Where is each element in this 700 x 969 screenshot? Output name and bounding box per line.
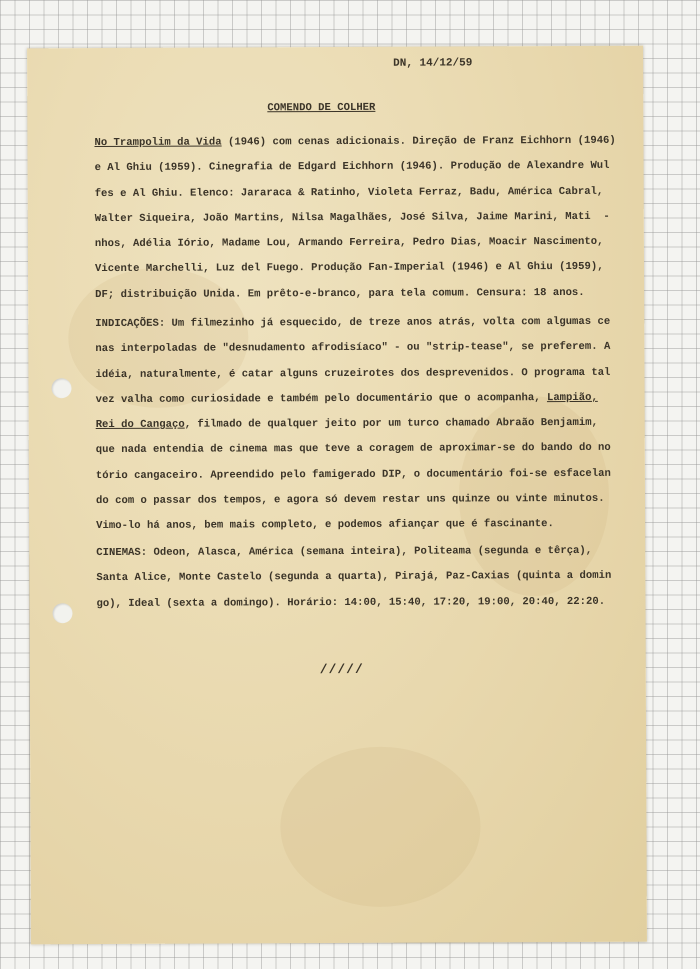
indicacoes-line: nas interpoladas de "desnudamento afrodisíaco" - ou "strip-tease", se preferem. A: [95, 341, 611, 356]
credits-line: DF; distribuição Unida. Em prêto-e-branco, para tela comum. Censura: 18 anos.: [95, 286, 585, 301]
punch-hole: [52, 603, 72, 623]
indicacoes-line: do com o passar dos tempos, e agora só devem restar uns quinze ou vinte minutos.: [95, 492, 605, 508]
indicacoes-line: vez valha como curiosidade e também pelo documentário que o acompanha,: [95, 391, 547, 406]
typed-page: [27, 46, 647, 945]
cinemas-line: Odeon, Alasca, América (semana inteira), Politeama (segunda e têrça),: [147, 544, 593, 559]
cinemas-label: CINEMAS:: [96, 546, 148, 560]
paragraph-cinemas: [96, 539, 611, 617]
film-title: No Trampolim da Vida: [94, 136, 222, 150]
end-mark: /////: [319, 661, 364, 678]
indicacoes-line: Um filmezinho já esquecido, de treze anos atrás, volta com algumas ce: [165, 315, 611, 330]
credits-line: Vicente Marchelli, Luz del Fuego. Produção Fan-Imperial (1946) e Al Ghiu (1959),: [94, 261, 604, 276]
indicacoes-label: INDICAÇÕES:: [95, 317, 166, 331]
paragraph-credits: [94, 129, 616, 308]
indicacoes-line: , filmado de qualquer jeito por um turco chamado Abraão Benjamim,: [184, 417, 598, 431]
indicacoes-line: que nada entendia de cinema mas que teve a coragem de aproximar-se do bando do no: [95, 442, 611, 457]
documentary-title-a: Lampião,: [546, 391, 598, 404]
indicacoes-line: idéia, naturalmente, é catar alguns cruzeirotes dos desprevenidos. O programa tal: [95, 366, 611, 381]
paragraph-indicacoes: [95, 310, 611, 540]
review-title: COMENDO DE COLHER: [267, 101, 376, 115]
credits-line: nhos, Adélia Iório, Madame Lou, Armando Ferreira, Pedro Dias, Moacir Nascimento,: [94, 236, 604, 251]
credits-line-1: (1946) com cenas adicionais. Direção de Franz Eichhorn (1946): [221, 134, 616, 149]
document-date: DN, 14/12/59: [393, 57, 473, 70]
cinemas-line: Santa Alice, Monte Castelo (segunda a quarta), Pirajá, Paz-Caxias (quinta a domin: [96, 570, 612, 585]
credits-line: Walter Siqueira, João Martins, Nilsa Magalhães, José Silva, Jaime Marini, Mati -: [94, 210, 610, 225]
paper-stain: [280, 746, 481, 907]
documentary-title-b: Rei do Cangaço: [95, 418, 185, 432]
credits-line: fes e Al Ghiu. Elenco: Jararaca & Ratinho, Violeta Ferraz, Badu, América Cabral,: [94, 185, 604, 200]
indicacoes-line: Vimo-lo há anos, bem mais completo, e podemos afiançar que é fascinante.: [96, 518, 554, 533]
cinemas-line: go), Ideal (sexta a domingo). Horário: 14:00, 15:40, 17:20, 19:00, 20:40, 22:20.: [96, 595, 606, 610]
indicacoes-line: tório cangaceiro. Apreendido pelo famigerado DIP, o documentário foi-se esfacelan: [95, 467, 611, 482]
punch-hole: [51, 378, 71, 398]
credits-line: e Al Ghiu (1959). Cinegrafia de Edgard Eichhorn (1946). Produção de Alexandre Wul: [94, 160, 610, 175]
